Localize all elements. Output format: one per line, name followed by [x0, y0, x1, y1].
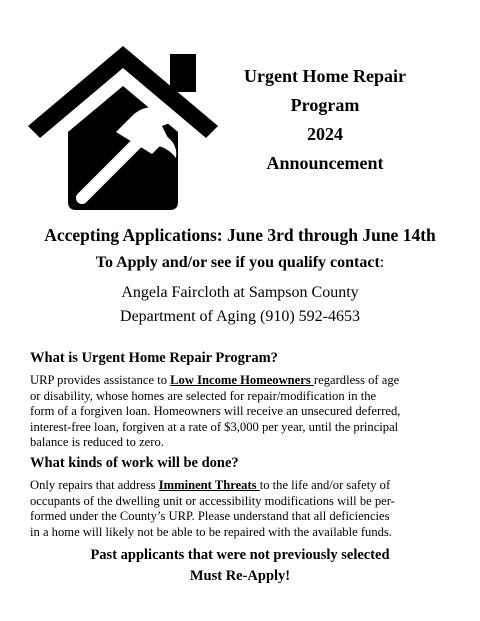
section-what-is-heading: What is Urgent Home Repair Program?: [30, 350, 278, 366]
section1-line-3: form of a forgiven loan. Homeowners will receive an unsecured deferred,: [30, 404, 401, 419]
title-line-1: Urgent Home Repair: [244, 66, 406, 86]
contact-line-2: Department of Aging (910) 592-4653: [120, 308, 360, 325]
section2-line-3: formed under the County’s URP. Please understand that all deficiencies: [30, 509, 390, 524]
section1-line-4: interest-free loan, forgiven at a rate of $3,000 per year, until the principal: [30, 419, 399, 434]
section1-line1-post: regardless of age: [313, 373, 400, 387]
title-line-3: 2024: [307, 124, 343, 144]
house-with-hammer-icon: [28, 40, 218, 210]
section1-line-2: or disability, whose homes are selected for repair/modification in the: [30, 388, 377, 403]
section2-line1-post: to the life and/or safety of: [259, 478, 391, 492]
contact-line-1: Angela Faircloth at Sampson County: [121, 284, 359, 301]
section2-line1-pre: Only repairs that address: [30, 478, 159, 492]
contact-info: [0, 281, 480, 329]
section-what-is-body: [30, 373, 455, 451]
apply-lead-text: To Apply and/or see if you qualify contact: [95, 254, 380, 271]
section2-line-1: [30, 478, 455, 494]
low-income-homeowners-emphasis: Low Income Homeowners: [170, 373, 314, 387]
section-work-heading: What kinds of work will be done?: [30, 455, 239, 471]
section1-line1-pre: URP provides assistance to: [30, 373, 171, 387]
closing-line-2: Must Re-Apply!: [189, 568, 291, 584]
title-line-2: Program: [290, 95, 360, 115]
section2-line-4: in a home will likely not be able to be repaired with the available funds.: [30, 524, 392, 539]
title-line-4: Announcement: [266, 153, 384, 173]
imminent-threats-emphasis: Imminent Threats: [158, 478, 260, 492]
section1-line-5: balance is reduced to zero.: [30, 435, 164, 450]
section-work-body: [30, 478, 455, 540]
section1-line-1: [30, 373, 455, 389]
apply-colon: :: [379, 254, 385, 271]
closing-notice: [0, 545, 480, 587]
closing-line-1: Past applicants that were not previously selected: [90, 547, 390, 563]
program-title: [220, 62, 430, 178]
apply-contact-lead: [0, 254, 480, 272]
application-dates: Accepting Applications: June 3rd through June 14th: [44, 225, 436, 245]
section2-line-2: occupants of the dwelling unit or accessibility modifications will be per-: [30, 493, 395, 508]
